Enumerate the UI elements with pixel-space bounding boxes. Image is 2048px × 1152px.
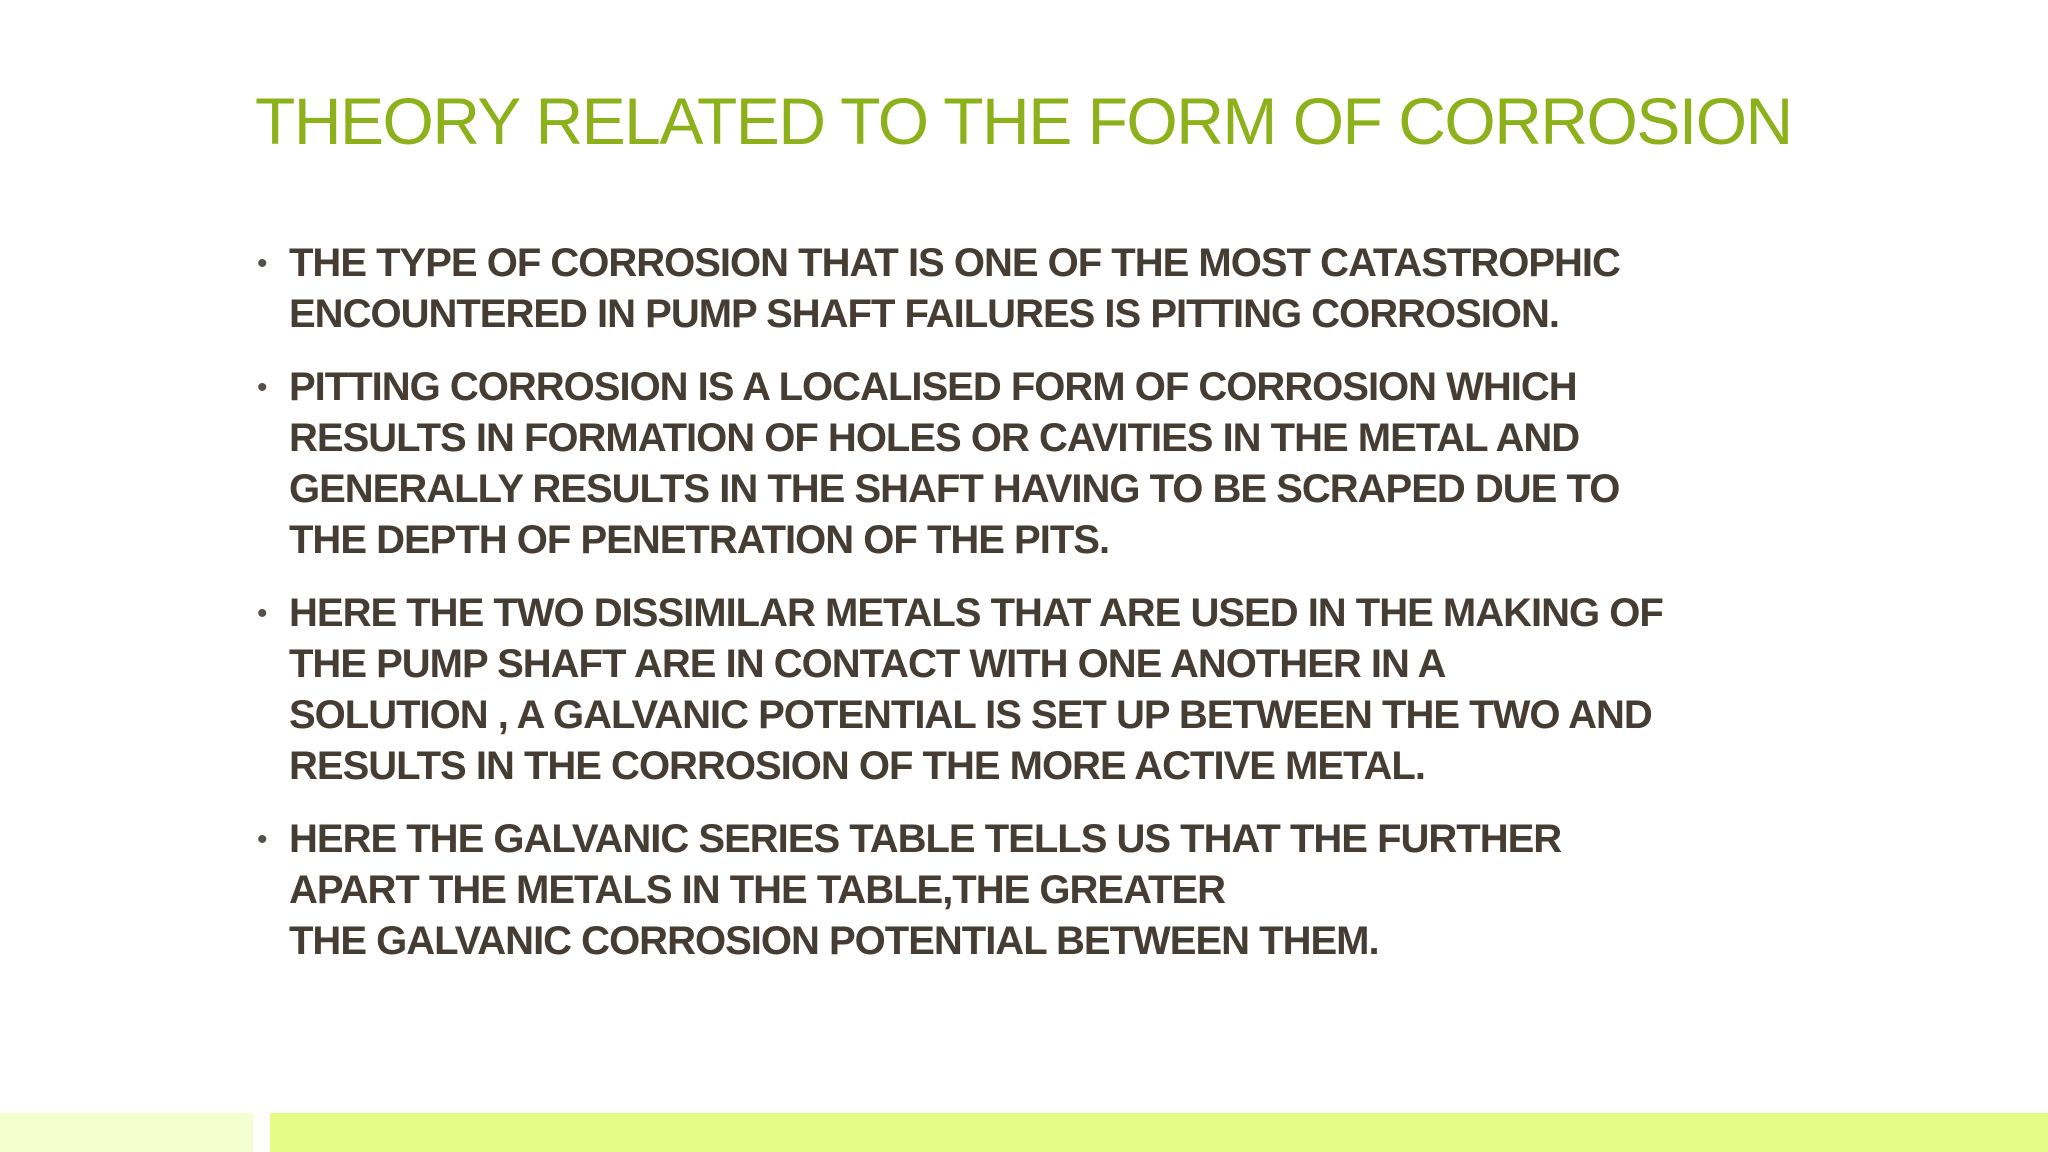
- bullet-text: HERE THE GALVANIC SERIES TABLE TELLS US THAT THE FURTHER APART THE METALS IN THE TABLE,THE GREATER THE GALVANIC CORROSION POTENTIAL BETWEEN THEM.: [289, 817, 1562, 963]
- bullet-item: [255, 814, 1815, 967]
- bullet-item: [255, 588, 1815, 792]
- footer-bar-accent: [270, 1113, 2048, 1152]
- bullet-item: [255, 362, 1815, 566]
- slide-title: THEORY RELATED TO THE FORM OF CORROSION: [255, 84, 1792, 158]
- bullet-marker: •: [257, 597, 268, 630]
- bullet-text: HERE THE TWO DISSIMILAR METALS THAT ARE USED IN THE MAKING OF THE PUMP SHAFT ARE IN CONTACT WITH ONE ANOTHER IN A SOLUTION , A GALVANIC POTENTIAL IS SET UP BETWEEN THE TWO AND RESULTS IN THE CORROSION OF THE MORE ACTIVE METAL.: [289, 591, 1663, 788]
- bullet-marker: •: [257, 823, 268, 856]
- bullet-marker: •: [257, 371, 268, 404]
- bullet-text: PITTING CORROSION IS A LOCALISED FORM OF CORROSION WHICH RESULTS IN FORMATION OF HOLES OR CAVITIES IN THE METAL AND GENERALLY RESULTS IN THE SHAFT HAVING TO BE SCRAPED DUE TO THE DEPTH OF PENETRATION OF THE PITS.: [289, 365, 1620, 562]
- footer-bar-left: [0, 1113, 253, 1152]
- bullet-text: THE TYPE OF CORROSION THAT IS ONE OF THE MOST CATASTROPHIC ENCOUNTERED IN PUMP SHAFT FAILURES IS PITTING CORROSION.: [289, 241, 1620, 336]
- bullet-list: [255, 238, 1815, 989]
- bullet-marker: •: [257, 247, 268, 280]
- bullet-item: [255, 238, 1815, 340]
